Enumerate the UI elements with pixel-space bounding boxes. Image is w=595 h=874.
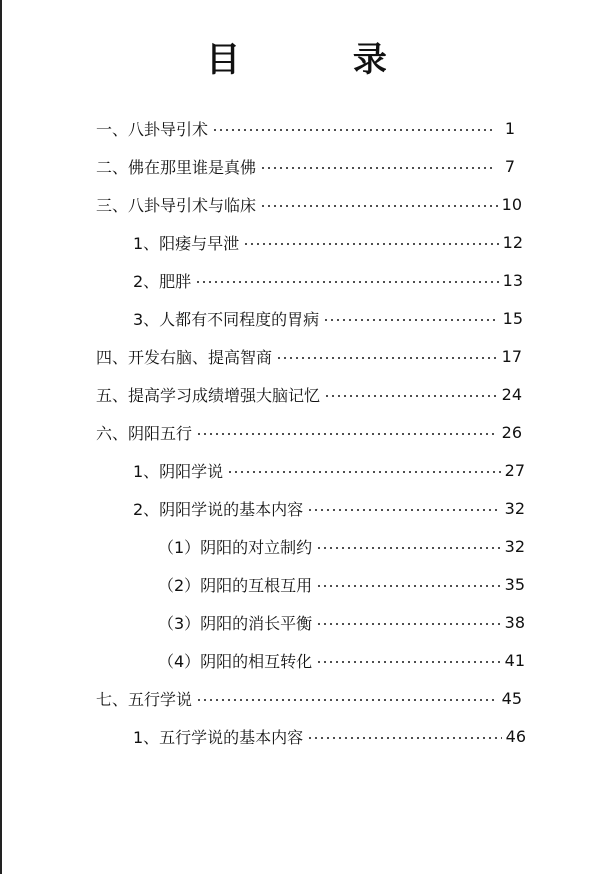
toc-entry[interactable]: [96, 151, 515, 181]
toc-entry-label: 七、五行学说: [96, 689, 193, 709]
toc-entry-page: 15: [502, 308, 523, 328]
dot-leader: [195, 281, 498, 283]
toc-entry-label: 1、阴阳学说: [133, 461, 224, 481]
toc-entry-page: 32: [504, 536, 525, 556]
toc-entry[interactable]: [133, 721, 526, 751]
toc-entry-page: 12: [502, 232, 523, 252]
dot-leader: [260, 205, 498, 207]
toc-entry[interactable]: [96, 683, 522, 713]
dot-leader: [227, 471, 500, 473]
toc-entry-page: 17: [501, 346, 522, 366]
toc-entry[interactable]: [158, 531, 525, 561]
toc-entry-label: （1）阴阳的对立制约: [158, 537, 313, 557]
toc-entry[interactable]: [158, 569, 525, 599]
toc-entry[interactable]: [133, 493, 525, 523]
toc-entry-label: 二、佛在那里谁是真佛: [96, 157, 257, 177]
page-edge: [0, 0, 2, 874]
toc-entry[interactable]: [158, 607, 525, 637]
toc-entry[interactable]: [96, 113, 515, 143]
toc-entry-page: 26: [501, 422, 522, 442]
dot-leader: [316, 547, 500, 549]
dot-leader: [196, 433, 498, 435]
toc-entry-label: （2）阴阳的互根互用: [158, 575, 313, 595]
toc-entry[interactable]: [133, 303, 523, 333]
toc-entry-label: 四、开发右脑、提高智商: [96, 347, 273, 367]
dot-leader: [260, 167, 493, 169]
dot-leader: [243, 243, 498, 245]
toc-entry-page: 13: [502, 270, 523, 290]
toc-entry-page: 10: [501, 194, 522, 214]
toc-entry-label: 1、阳痿与早泄: [133, 233, 240, 253]
dot-leader: [196, 699, 498, 701]
toc-entry-page: 45: [501, 688, 522, 708]
dot-leader: [307, 737, 501, 739]
dot-leader: [307, 509, 500, 511]
toc-entry-label: 六、阴阳五行: [96, 423, 193, 443]
toc-entry-page: 46: [505, 726, 526, 746]
toc-entry-page: 35: [504, 574, 525, 594]
toc-entry[interactable]: [133, 227, 523, 257]
dot-leader: [212, 129, 493, 131]
toc-entry[interactable]: [133, 455, 525, 485]
toc-entry-page: 27: [504, 460, 525, 480]
toc-entry-label: 3、人都有不同程度的胃病: [133, 309, 320, 329]
dot-leader: [316, 661, 500, 663]
toc-entry-label: （4）阴阳的相互转化: [158, 651, 313, 671]
toc-entry[interactable]: [96, 189, 522, 219]
dot-leader: [324, 395, 498, 397]
toc-entry-page: 1: [504, 118, 515, 138]
toc-entry[interactable]: [96, 379, 522, 409]
toc-entry[interactable]: [96, 417, 522, 447]
toc-entry-page: 41: [504, 650, 525, 670]
toc-entry-page: 38: [504, 612, 525, 632]
toc-entry[interactable]: [96, 341, 522, 371]
page-title: 目 录: [206, 40, 389, 80]
dot-leader: [316, 585, 500, 587]
toc-entry-label: 一、八卦导引术: [96, 119, 209, 139]
toc-entry-label: 2、肥胖: [133, 271, 192, 291]
toc-entry-page: 24: [501, 384, 522, 404]
dot-leader: [276, 357, 498, 359]
toc-entry[interactable]: [133, 265, 523, 295]
toc-entry-page: 32: [504, 498, 525, 518]
toc-entry-label: 三、八卦导引术与临床: [96, 195, 257, 215]
toc-entry-label: （3）阴阳的消长平衡: [158, 613, 313, 633]
dot-leader: [323, 319, 498, 321]
toc-entry-label: 2、阴阳学说的基本内容: [133, 499, 304, 519]
toc-entry-label: 1、五行学说的基本内容: [133, 727, 304, 747]
dot-leader: [316, 623, 500, 625]
toc-entry[interactable]: [158, 645, 525, 675]
toc-entry-page: 7: [504, 156, 515, 176]
toc-entry-label: 五、提高学习成绩增强大脑记忆: [96, 385, 321, 405]
